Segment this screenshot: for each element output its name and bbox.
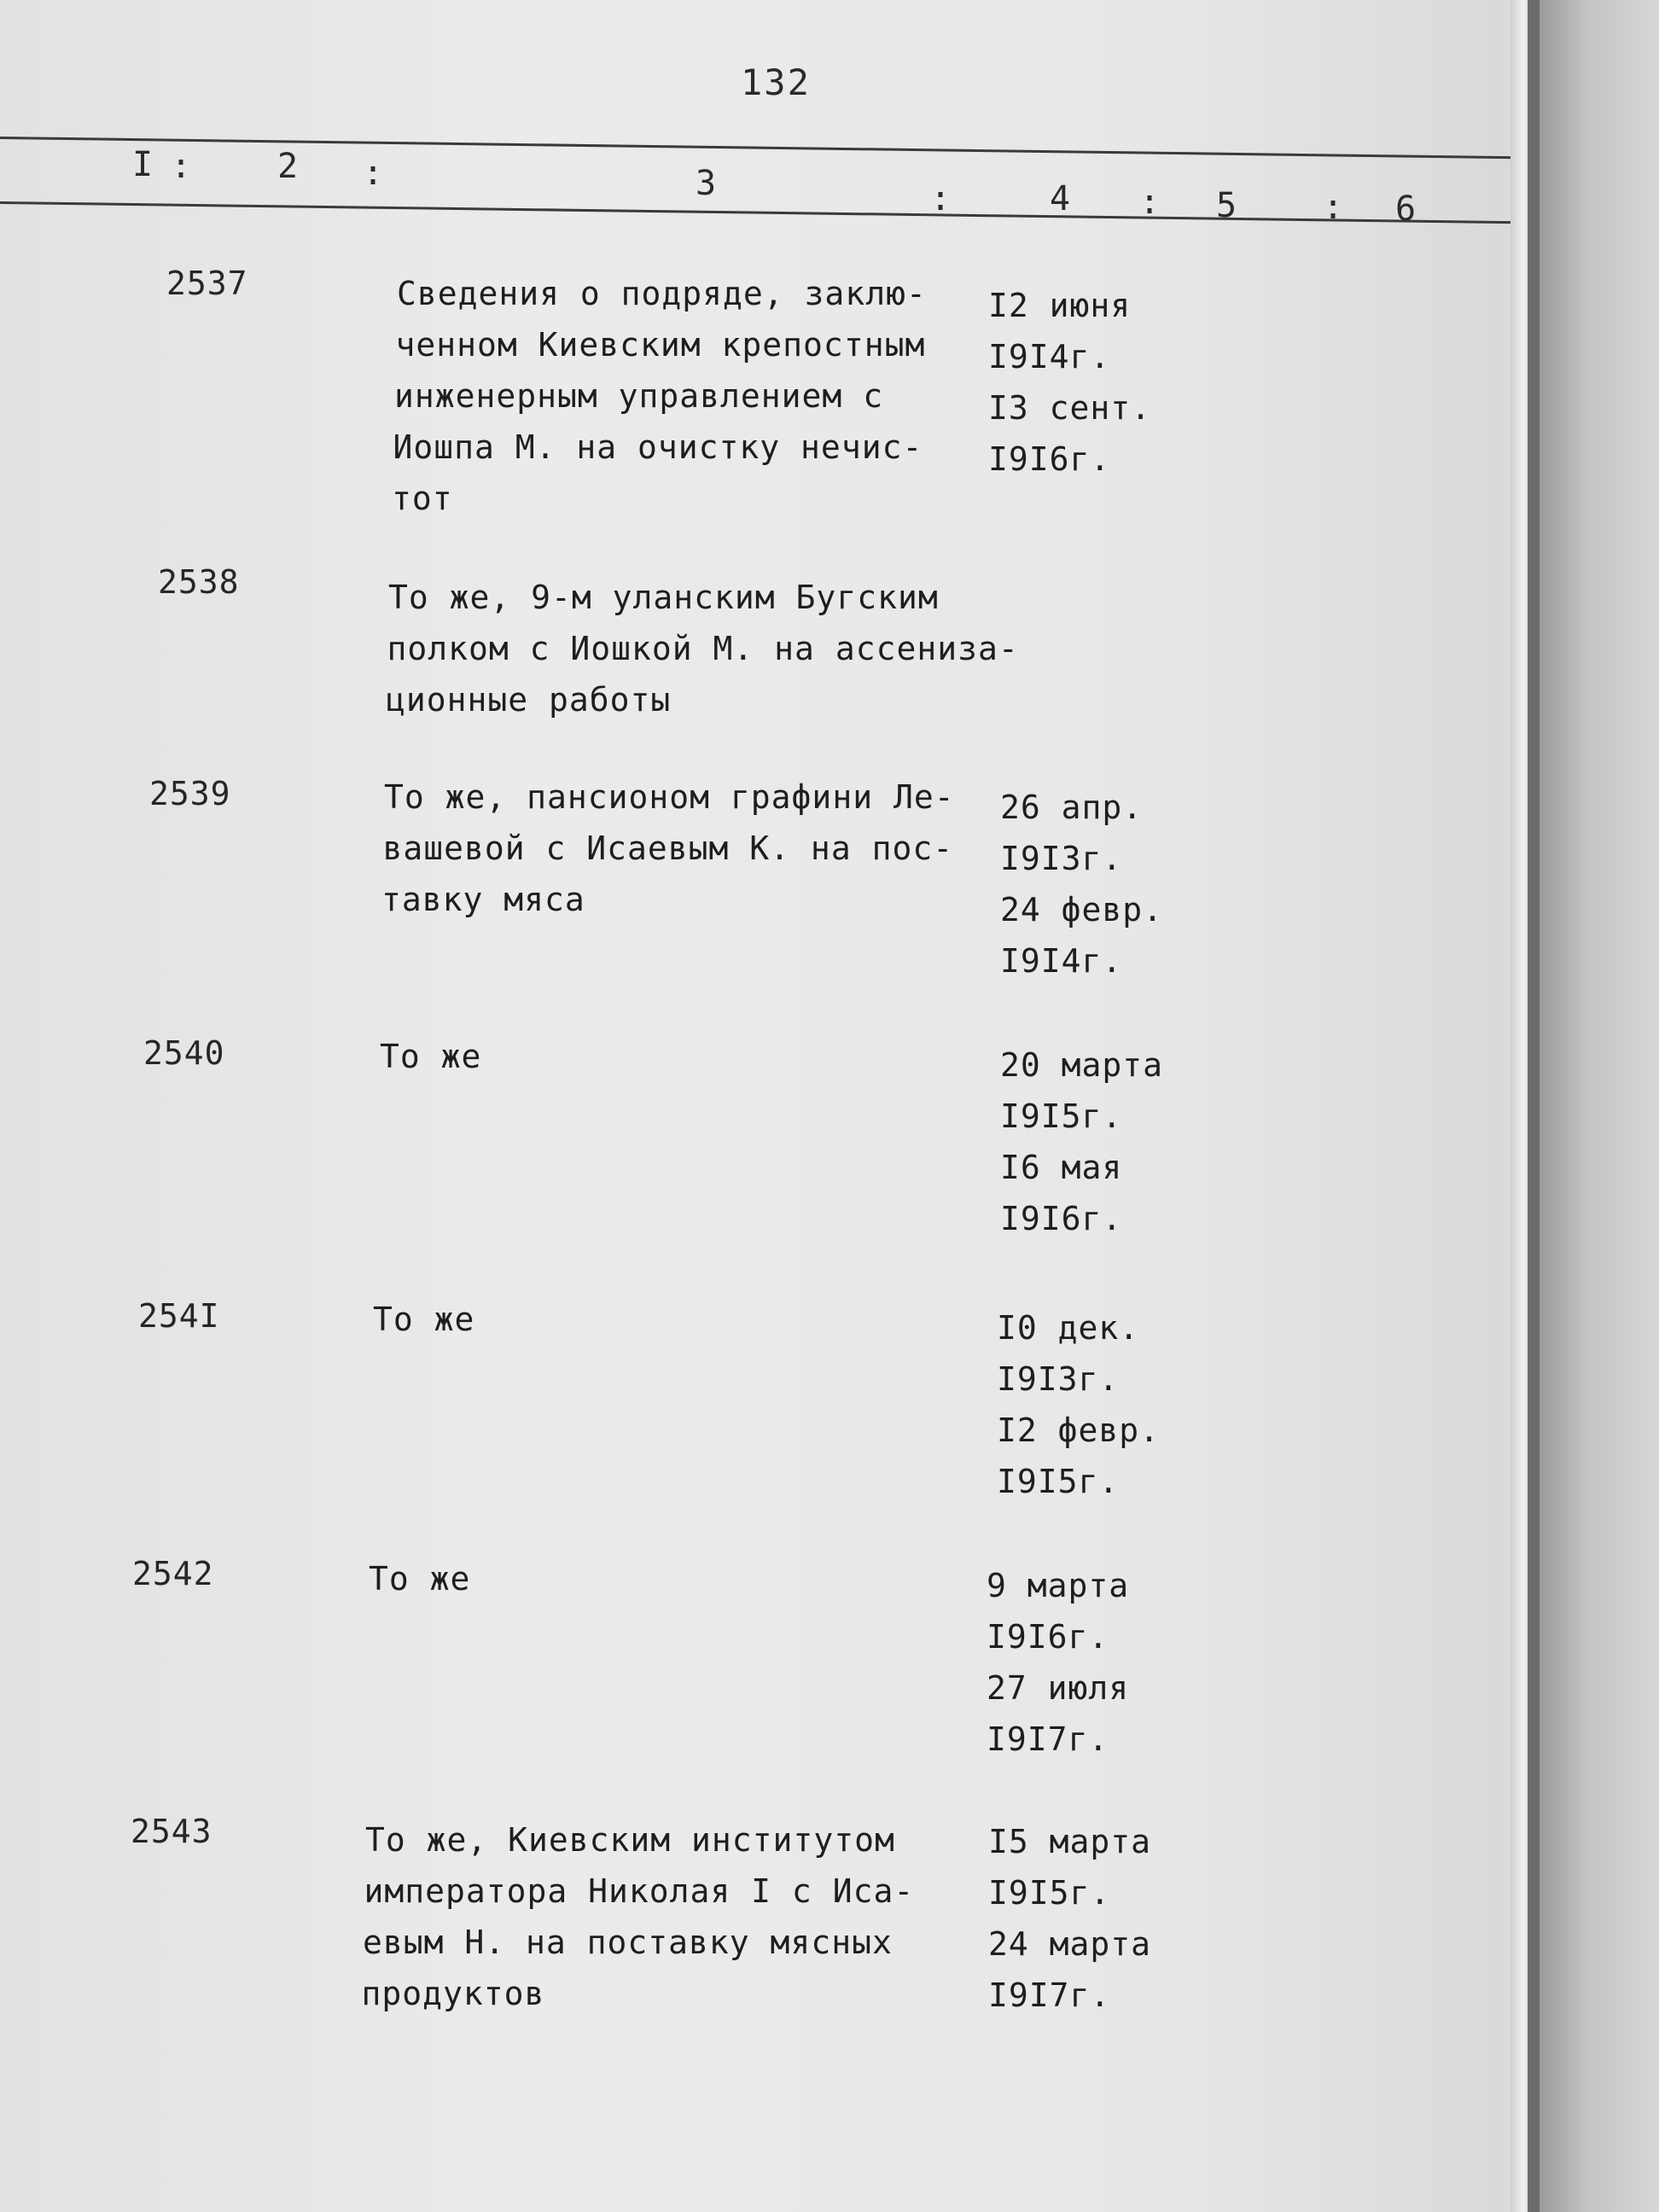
entry-number: 2537 <box>166 265 248 302</box>
entry-date-line: I3 сент. <box>988 389 1152 427</box>
entry-date-line: 27 июля <box>987 1669 1130 1707</box>
entry-number: 2539 <box>149 775 231 812</box>
entry-description-line: То же, 9-м уланским Бугским <box>388 579 939 616</box>
entry-date-line: I9I6г. <box>988 440 1111 478</box>
entry-description-line: тавку мяса <box>381 881 585 918</box>
entry-date-line: I9I6г. <box>987 1618 1109 1656</box>
entry-description-line: вашевой с Исаевым К. на пос- <box>382 830 954 867</box>
header-rule-top <box>0 137 1519 159</box>
entry-date-line: 24 марта <box>988 1925 1152 1963</box>
entry-description-line: ченном Киевским крепостным <box>395 326 926 364</box>
entry-date-line: I2 февр. <box>997 1412 1161 1449</box>
column-separator: : <box>1323 188 1344 227</box>
entry-date-line: 9 марта <box>987 1567 1130 1604</box>
column-header-1: I <box>132 145 154 184</box>
entry-description-line: полком с Иошкой М. на ассениза- <box>387 630 1019 667</box>
entry-date-line: I6 мая <box>1000 1149 1123 1186</box>
page-number: 132 <box>741 61 811 103</box>
entry-description-line: тот <box>392 480 453 517</box>
entry-date-line: I9I4г. <box>988 338 1111 375</box>
entry-description-line: То же, Киевским институтом <box>365 1821 895 1859</box>
entry-date-line: I9I6г. <box>1000 1200 1123 1237</box>
entry-description-line: императора Николая I с Иса- <box>364 1872 915 1910</box>
entry-number: 2538 <box>158 563 240 601</box>
entry-date-line: I9I4г. <box>1000 942 1123 980</box>
entry-description-line: евым Н. на поставку мясных <box>363 1924 893 1961</box>
entry-description-line: То же, пансионом графини Ле- <box>384 778 955 816</box>
entry-date-line: I9I7г. <box>988 1976 1111 2014</box>
entry-description-line: ционные работы <box>386 681 672 719</box>
entry-number: 2540 <box>143 1034 225 1072</box>
entry-description-line: Сведения о подряде, заклю- <box>397 275 927 312</box>
entry-date-line: I5 марта <box>988 1823 1152 1860</box>
underlying-page <box>1540 0 1659 2212</box>
entry-date-line: I2 июня <box>988 287 1132 324</box>
entry-number: 254I <box>138 1297 220 1335</box>
entry-number: 2543 <box>131 1813 212 1850</box>
entry-description-line: То же <box>373 1301 475 1338</box>
entry-description-line: То же <box>369 1560 471 1598</box>
column-separator: : <box>1139 183 1161 222</box>
column-header-6: 6 <box>1395 189 1417 229</box>
entry-date-line: I0 дек. <box>997 1309 1140 1347</box>
entry-date-line: I9I5г. <box>997 1463 1120 1500</box>
entry-date-line: I9I5г. <box>988 1874 1111 1912</box>
entry-date-line: I9I7г. <box>987 1720 1109 1758</box>
column-header-5: 5 <box>1216 186 1237 225</box>
entry-date-line: I9I3г. <box>1000 840 1123 877</box>
entry-date-line: I9I3г. <box>997 1360 1120 1398</box>
entry-number: 2542 <box>132 1555 214 1592</box>
column-separator: : <box>363 154 384 193</box>
column-header-2: 2 <box>277 147 299 186</box>
entry-date-line: 24 февр. <box>1000 891 1164 928</box>
entry-description-line: инженерным управлением с <box>394 377 884 415</box>
column-header-3: 3 <box>696 164 717 203</box>
entry-date-line: 26 апр. <box>1000 789 1144 826</box>
entry-date-line: 20 марта <box>1000 1046 1164 1084</box>
entry-description-line: Иошпа М. на очистку нечис- <box>393 428 923 466</box>
entry-date-line: I9I5г. <box>1000 1097 1123 1135</box>
page-edge <box>1511 0 1528 2212</box>
entry-description-line: То же <box>380 1038 482 1075</box>
column-separator: : <box>171 147 192 186</box>
column-header-4: 4 <box>1050 179 1071 218</box>
header-rule-bottom <box>0 201 1519 224</box>
column-separator: : <box>930 179 952 218</box>
entry-description-line: продуктов <box>361 1975 545 2012</box>
